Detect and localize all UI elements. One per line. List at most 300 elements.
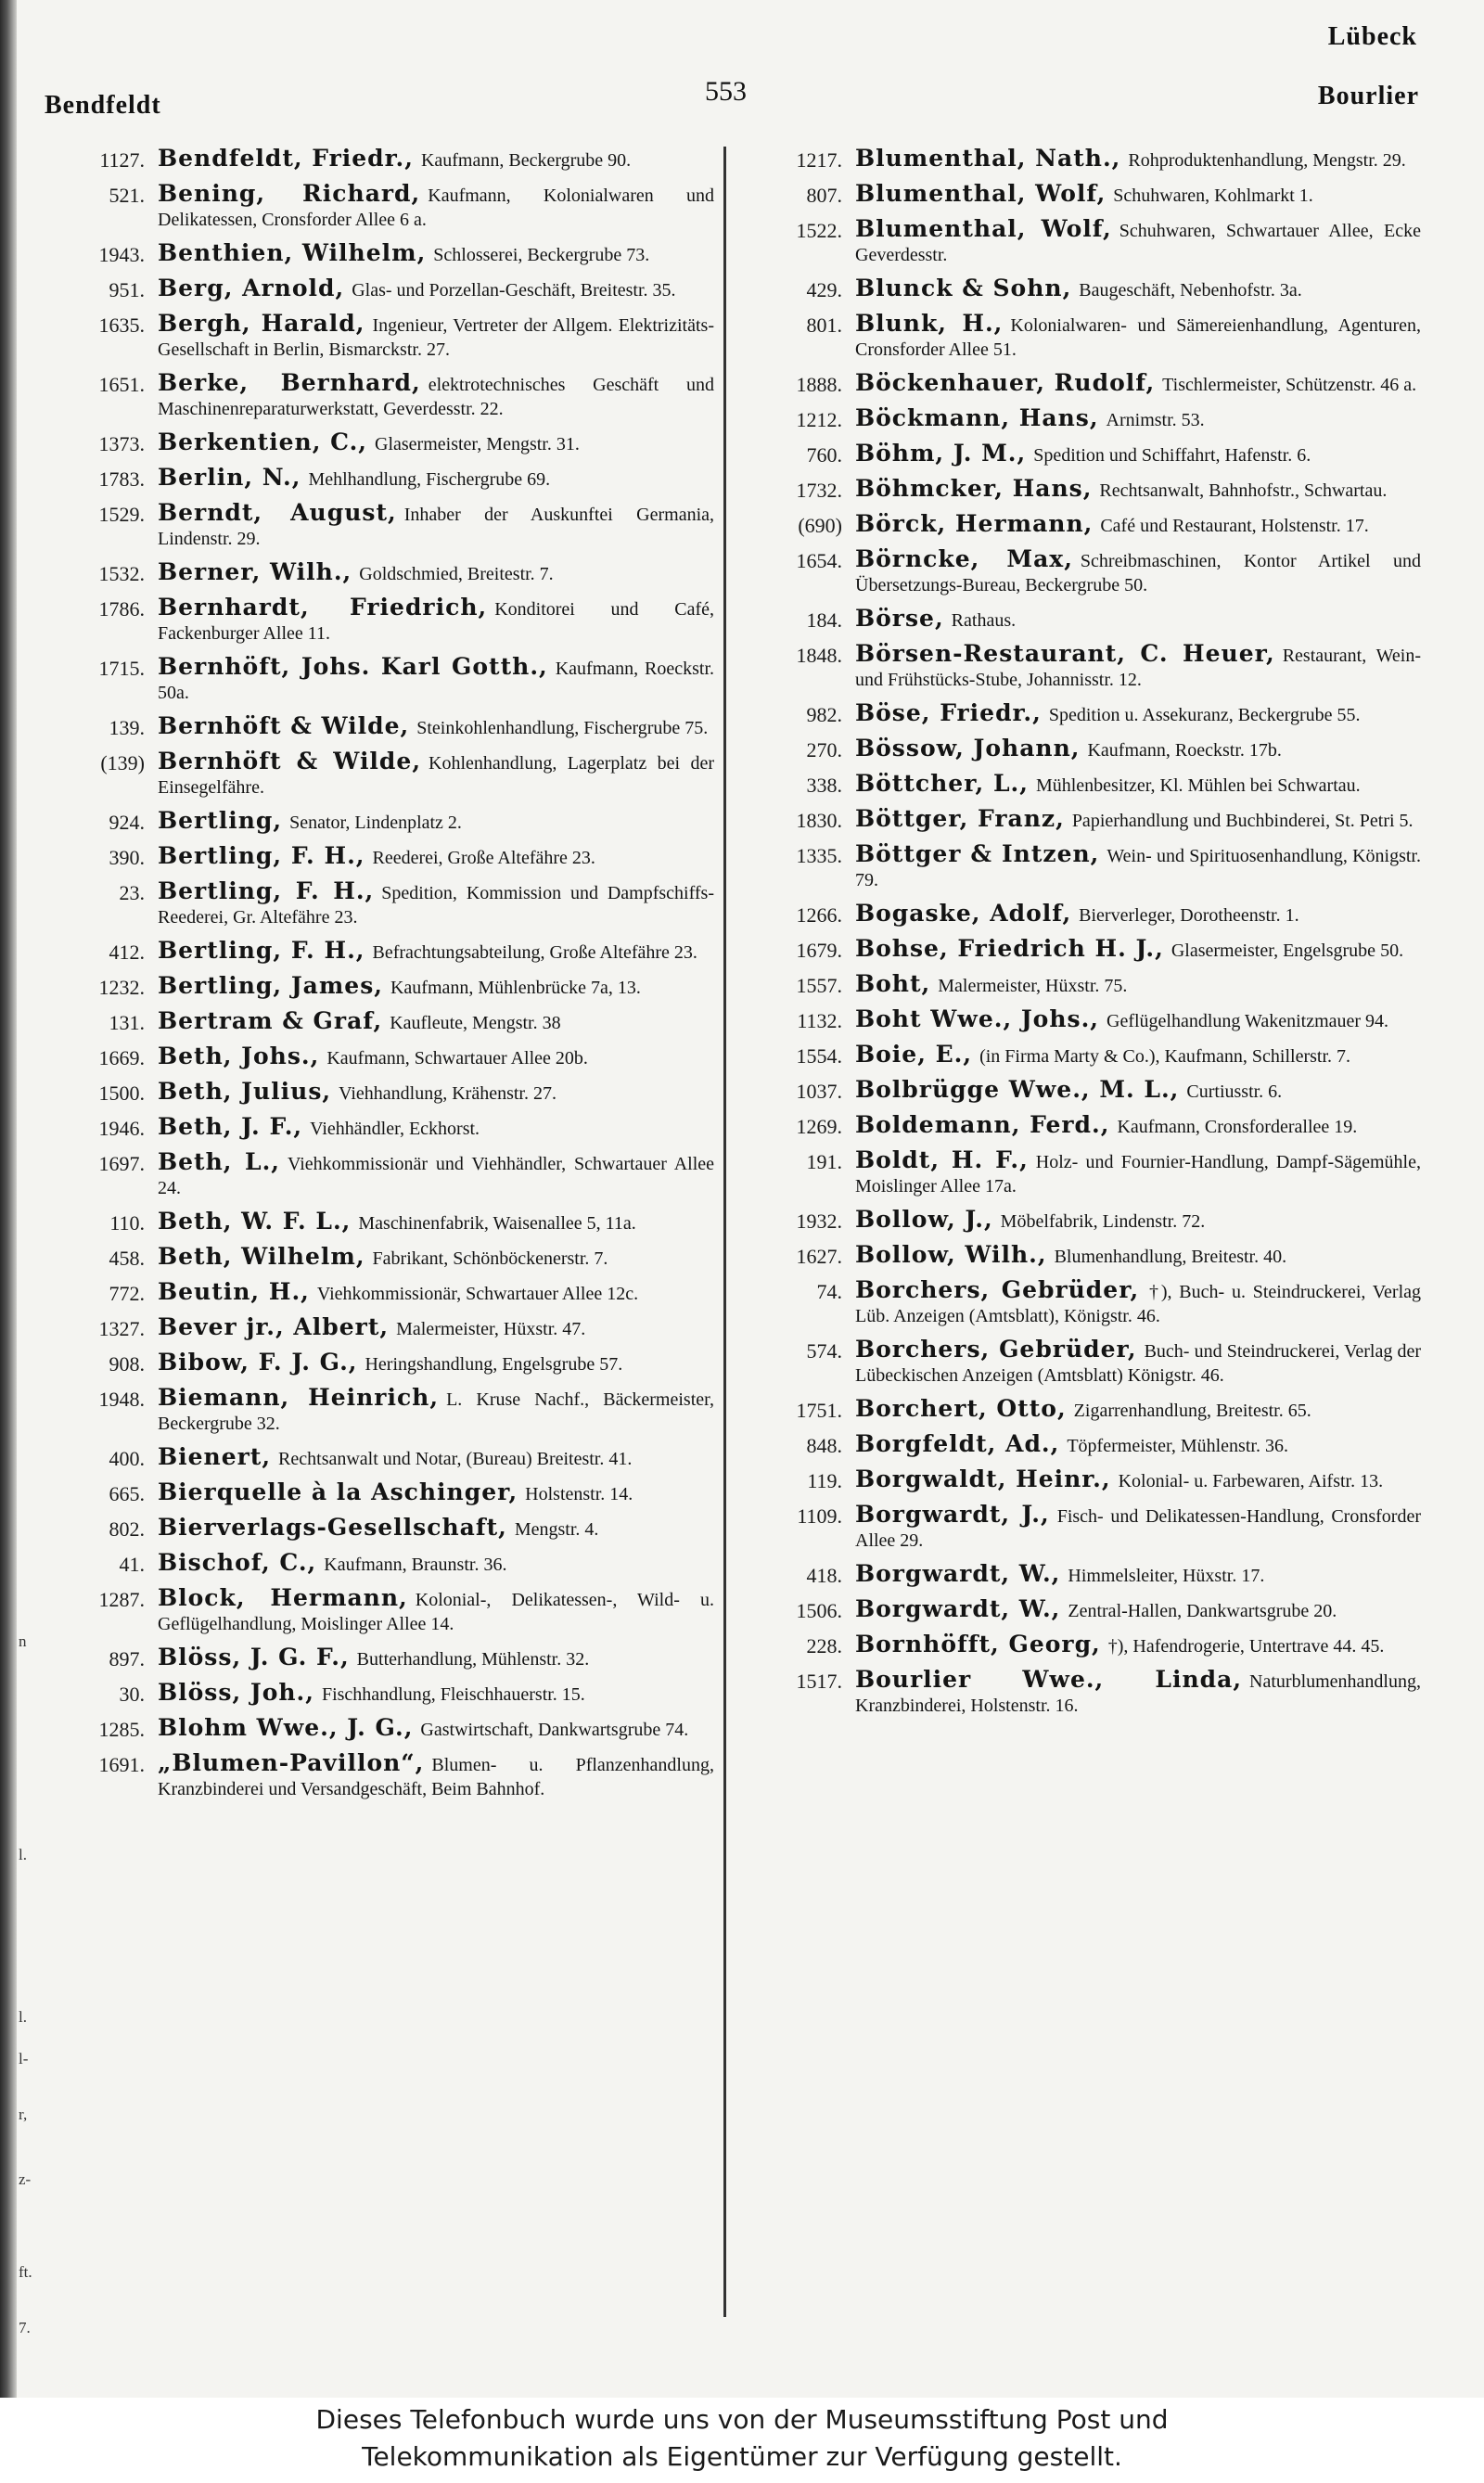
phone-number: 574. (806, 1339, 842, 1363)
subscriber-details: Baugeschäft, Nebenhofstr. 3a. (1079, 280, 1302, 301)
entry-text (855, 1208, 1421, 1234)
phone-number: 1715. (98, 657, 145, 680)
entry-text (855, 1562, 1421, 1588)
phone-number: 1948. (98, 1388, 145, 1411)
directory-entry (45, 1586, 714, 1636)
directory-entry (45, 809, 714, 835)
subscriber-name: Bertling, (158, 807, 283, 834)
subscriber-name: Bever jr., Albert, (158, 1313, 390, 1340)
subscriber-name: Berlin, N., (158, 464, 301, 491)
entry-text (158, 1716, 714, 1742)
subscriber-details: Spedition und Schiffahrt, Hafenstr. 6. (1033, 445, 1311, 466)
subscriber-name: Blunck & Sohn, (855, 275, 1072, 301)
directory-entry (742, 276, 1421, 302)
subscriber-name: Benthien, Wilhelm, (158, 239, 427, 266)
edge-fragment: ft. (19, 2263, 32, 2281)
directory-entry (45, 655, 714, 705)
phone-number: 1627. (796, 1245, 842, 1268)
entry-text (855, 512, 1421, 538)
subscriber-name: Bertling, F. H., (158, 877, 375, 904)
subscriber-name: Bollow, Wilh., (855, 1241, 1047, 1268)
subscriber-details: Zentral-Hallen, Dankwartsgrube 20. (1068, 1601, 1337, 1621)
subscriber-name: Borgwaldt, Heinr., (855, 1465, 1111, 1492)
entry-text (855, 276, 1421, 302)
subscriber-details: Wein- und Spirituosenhandlung, Königstr. 79. (855, 846, 1421, 890)
entry-text (158, 974, 714, 1000)
subscriber-details: Kohlenhandlung, Lagerplatz bei der Einsegelfähre. (158, 753, 714, 798)
entry-text (158, 312, 714, 362)
subscriber-details: Befrachtungsabteilung, Große Altefähre 23. (372, 942, 697, 963)
subscriber-details: Viehkommissionär und Viehhändler, Schwartauer Allee 24. (158, 1154, 714, 1198)
subscriber-details: Kaufmann, Cronsforderallee 19. (1117, 1117, 1358, 1137)
entry-text (855, 1597, 1421, 1623)
directory-entry (742, 736, 1421, 762)
ownership-notice-line1: Dieses Telefonbuch wurde uns von der Museumsstiftung Post und (315, 2404, 1169, 2435)
directory-entry (742, 1043, 1421, 1069)
subscriber-details: Möbelfabrik, Lindenstr. 72. (1000, 1211, 1206, 1232)
phone-number: (690) (798, 514, 842, 537)
entry-text (855, 1078, 1421, 1104)
entry-text (855, 1148, 1421, 1198)
directory-entry (45, 844, 714, 870)
phone-number: 1335. (796, 844, 842, 867)
entry-text (855, 1007, 1421, 1033)
entry-text (855, 1467, 1421, 1493)
phone-number: 1635. (98, 314, 145, 337)
edge-fragment: l. (19, 1846, 27, 1863)
phone-number: 1651. (98, 373, 145, 396)
entry-text (855, 902, 1421, 928)
subscriber-details: Steinkohlenhandlung, Fischergrube 75. (416, 718, 709, 738)
entry-text (158, 501, 714, 551)
subscriber-details: Naturblumenhandlung, Kranzbinderei, Holstenstr. 16. (855, 1671, 1421, 1716)
phone-number: 1786. (98, 597, 145, 621)
subscriber-details: L. Kruse Nachf., Bäckermeister, Beckergrube 32. (158, 1389, 714, 1434)
directory-entry (45, 1645, 714, 1671)
entry-text (158, 749, 714, 800)
directory-entry (742, 607, 1421, 633)
subscriber-details: Spedition u. Assekuranz, Beckergrube 55. (1048, 705, 1361, 725)
entry-text (855, 217, 1421, 267)
directory-entry (742, 772, 1421, 798)
subscriber-name: Börncke, Max, (855, 545, 1073, 572)
entry-text (855, 147, 1421, 173)
entry-text (158, 1150, 714, 1200)
phone-number: 1732. (796, 479, 842, 502)
phone-number: 1287. (98, 1588, 145, 1611)
subscriber-name: Bergh, Harald, (158, 310, 365, 337)
directory-entry (742, 1007, 1421, 1033)
phone-number: 1506. (796, 1599, 842, 1622)
subscriber-name: Borchers, Gebrüder, (855, 1276, 1140, 1303)
directory-entry (742, 1337, 1421, 1388)
subscriber-name: Börck, Hermann, (855, 510, 1094, 537)
directory-entry (45, 1245, 714, 1271)
subscriber-details: elektrotechnisches Geschäft und Maschinenreparaturwerkstatt, Geverdesstr. 22. (158, 375, 714, 419)
subscriber-name: Bornhöfft, Georg, (855, 1631, 1101, 1657)
entry-text (855, 807, 1421, 833)
subscriber-details: Kolonialwaren- und Sämereienhandlung, Agenturen, Cronsforder Allee 51. (855, 315, 1421, 360)
subscriber-details: Kolonial- u. Farbewaren, Aifstr. 13. (1118, 1471, 1384, 1491)
subscriber-name: Borgwardt, J., (855, 1501, 1050, 1528)
directory-entry (45, 466, 714, 492)
directory-entry (45, 1386, 714, 1436)
entry-text (855, 1337, 1421, 1388)
subscriber-details: Holstenstr. 14. (525, 1484, 633, 1504)
phone-number: (139) (100, 751, 145, 774)
phone-number: 338. (806, 774, 842, 797)
phone-number: 131. (109, 1011, 145, 1034)
subscriber-name: Blunk, H., (855, 310, 1004, 337)
entry-text (855, 607, 1421, 633)
directory-entry (45, 1210, 714, 1235)
column-divider (723, 147, 726, 2317)
subscriber-details: Spedition, Kommission und Dampfschiffs-Reederei, Gr. Altefähre 23. (158, 883, 714, 928)
subscriber-details: Kaufmann, Beckergrube 90. (420, 150, 632, 171)
directory-entry (742, 217, 1421, 267)
directory-entry (45, 749, 714, 800)
ownership-notice-line2: Telekommunikation als Eigentümer zur Verfügung gestellt. (362, 2441, 1122, 2472)
entry-text (158, 1551, 714, 1577)
entry-text (158, 1645, 714, 1671)
subscriber-name: Berke, Bernhard, (158, 369, 421, 396)
subscriber-details: Gastwirtschaft, Dankwartsgrube 74. (420, 1720, 689, 1740)
entry-text (158, 1044, 714, 1070)
subscriber-details: Viehkommissionär, Schwartauer Allee 12c. (316, 1284, 639, 1304)
directory-entry (742, 972, 1421, 998)
entry-text (855, 1278, 1421, 1328)
entry-text (158, 430, 714, 456)
entry-text (158, 1009, 714, 1035)
directory-entry (742, 312, 1421, 362)
subscriber-details: Rechtsanwalt, Bahnhofstr., Schwartau. (1099, 480, 1388, 501)
directory-entry (45, 1716, 714, 1742)
directory-entry (742, 147, 1421, 173)
phone-number: 951. (109, 278, 145, 301)
directory-column-left (45, 147, 714, 1811)
phone-number: 23. (119, 881, 145, 904)
subscriber-details: Kaufmann, Kolonialwaren und Delikatessen, Cronsforder Allee 6 a. (158, 186, 715, 230)
directory-entry (45, 1315, 714, 1341)
subscriber-name: Boht Wwe., Johs., (855, 1005, 1100, 1032)
phone-number: 30. (119, 1683, 145, 1706)
subscriber-details: Papierhandlung und Buchbinderei, St. Petri 5. (1071, 811, 1414, 831)
subscriber-details: Bierverleger, Dorotheenstr. 1. (1079, 905, 1299, 926)
entry-text (855, 442, 1421, 467)
subscriber-name: Börse, (855, 605, 944, 632)
directory-entry (45, 595, 714, 646)
entry-text (158, 1386, 714, 1436)
subscriber-details: Goldschmied, Breitestr. 7. (359, 564, 554, 584)
subscriber-name: Berg, Arnold, (158, 275, 345, 301)
phone-number: 1500. (98, 1082, 145, 1105)
entry-text (855, 842, 1421, 892)
directory-entry (742, 1503, 1421, 1553)
entry-text (158, 809, 714, 835)
directory-entry (45, 1681, 714, 1707)
entry-text (855, 371, 1421, 397)
directory-entry (45, 371, 714, 421)
phone-number: 1529. (98, 503, 145, 526)
directory-entry (742, 807, 1421, 833)
subscriber-details: Himmelsleiter, Hüxstr. 17. (1068, 1566, 1265, 1586)
entry-text (158, 714, 714, 740)
entry-text (158, 1080, 714, 1106)
entry-text (158, 1480, 714, 1506)
subscriber-details: Kaufmann, Schwartauer Allee 20b. (326, 1048, 588, 1069)
directory-entry (742, 1397, 1421, 1423)
subscriber-details: (in Firma Marty & Co.), Kaufmann, Schillerstr. 7. (979, 1046, 1351, 1067)
entry-text (855, 406, 1421, 432)
directory-entry (742, 442, 1421, 467)
subscriber-name: Borchert, Otto, (855, 1395, 1067, 1422)
subscriber-name: Bischof, C., (158, 1549, 317, 1576)
phone-number: 1557. (796, 974, 842, 997)
phone-number: 1679. (796, 939, 842, 962)
subscriber-name: Beth, Johs., (158, 1043, 320, 1069)
entry-text (158, 595, 714, 646)
phone-number: 1327. (98, 1317, 145, 1340)
subscriber-name: Bibow, F. J. G., (158, 1349, 358, 1376)
phone-number: 41. (119, 1553, 145, 1576)
subscriber-name: Böhm, J. M., (855, 440, 1027, 467)
subscriber-details: Rechtsanwalt und Notar, (Bureau) Breitestr. 41. (278, 1449, 633, 1469)
subscriber-details: Schlosserei, Beckergrube 73. (433, 245, 650, 265)
directory-entry (742, 1113, 1421, 1139)
directory-entry (742, 1562, 1421, 1588)
subscriber-name: Böhmcker, Hans, (855, 475, 1093, 502)
phone-number: 1373. (98, 432, 145, 455)
phone-number: 1212. (796, 408, 842, 431)
phone-number: 1532. (98, 562, 145, 585)
subscriber-name: „Blumen-Pavillon“, (158, 1749, 425, 1776)
subscriber-name: Berndt, August, (158, 499, 397, 526)
subscriber-details: Glasermeister, Mengstr. 31. (375, 434, 580, 454)
phone-number: 802. (109, 1517, 145, 1541)
subscriber-details: Kaufmann, Braunstr. 36. (324, 1555, 507, 1575)
entry-text (158, 1280, 714, 1306)
subscriber-name: Boht, (855, 970, 931, 997)
subscriber-name: Borgfeldt, Ad., (855, 1430, 1060, 1457)
phone-number: 982. (806, 703, 842, 726)
directory-entry (742, 1148, 1421, 1198)
subscriber-name: Bienert, (158, 1443, 272, 1470)
phone-number: 1285. (98, 1718, 145, 1741)
subscriber-name: Borchers, Gebrüder, (855, 1336, 1137, 1363)
entry-text (158, 371, 714, 421)
phone-number: 1132. (797, 1009, 842, 1032)
entry-text (158, 182, 714, 232)
entry-text (158, 147, 714, 173)
subscriber-details: Restaurant, Wein- und Frühstücks-Stube, Johannisstr. 12. (855, 646, 1421, 690)
entry-text (855, 477, 1421, 503)
phone-number: 848. (806, 1434, 842, 1457)
entry-text (855, 1243, 1421, 1269)
subscriber-name: Bohse, Friedrich H. J., (855, 935, 1164, 962)
directory-entry (742, 1278, 1421, 1328)
subscriber-details: Zigarrenhandlung, Breitestr. 65. (1073, 1401, 1311, 1421)
entry-text (855, 642, 1421, 692)
directory-entry (45, 312, 714, 362)
entry-text (158, 560, 714, 586)
phone-number: 801. (806, 314, 842, 337)
directory-entry (45, 1350, 714, 1376)
subscriber-name: Bertling, F. H., (158, 937, 365, 964)
directory-entry (742, 547, 1421, 597)
directory-entry (45, 939, 714, 965)
directory-entry (742, 701, 1421, 727)
subscriber-name: Boldemann, Ferd., (855, 1111, 1110, 1138)
subscriber-name: Böse, Friedr., (855, 699, 1042, 726)
subscriber-name: Böttger & Intzen, (855, 840, 1100, 867)
subscriber-details: Rathaus. (951, 610, 1017, 631)
entry-text (855, 547, 1421, 597)
subscriber-name: Beth, Julius, (158, 1078, 332, 1105)
phone-number: 74. (816, 1280, 842, 1303)
subscriber-name: Blumenthal, Wolf, (855, 215, 1112, 242)
subscriber-details: Reederei, Große Altefähre 23. (372, 848, 595, 868)
header-first-entry: Bendfeldt (45, 91, 161, 120)
directory-entry (45, 1280, 714, 1306)
subscriber-name: Beutin, H., (158, 1278, 310, 1305)
phone-number: 418. (806, 1564, 842, 1587)
subscriber-details: Maschinenfabrik, Waisenallee 5, 11a. (358, 1213, 636, 1234)
subscriber-details: Café und Restaurant, Holstenstr. 17. (1100, 516, 1369, 536)
directory-entry (45, 1445, 714, 1471)
subscriber-details: Fischhandlung, Fleischhauerstr. 15. (321, 1684, 585, 1705)
subscriber-details: Tischlermeister, Schützenstr. 46 a. (1162, 375, 1417, 395)
directory-entry (45, 974, 714, 1000)
header-city: Lübeck (1327, 22, 1417, 51)
entry-text (158, 1586, 714, 1636)
phone-number: 1266. (796, 903, 842, 927)
entry-text (158, 1681, 714, 1707)
phone-number: 228. (806, 1634, 842, 1657)
entry-text (158, 1445, 714, 1471)
subscriber-details: Senator, Lindenplatz 2. (289, 813, 462, 833)
directory-entry (45, 560, 714, 586)
phone-number: 1654. (796, 549, 842, 572)
subscriber-details: Viehhändler, Eckhorst. (310, 1119, 480, 1139)
page-number: 553 (705, 76, 747, 107)
subscriber-name: Bertling, F. H., (158, 842, 365, 869)
subscriber-name: Blöss, Joh., (158, 1679, 314, 1706)
subscriber-details: Arnimstr. 53. (1106, 410, 1205, 430)
subscriber-details: †), Buch- u. Steindruckerei, Verlag Lüb. Anzeigen (Amtsblatt), Königstr. 46. (855, 1282, 1422, 1326)
edge-fragment: z- (19, 2170, 32, 2188)
entry-text (158, 939, 714, 965)
phone-number: 191. (806, 1150, 842, 1173)
phone-number: 1522. (796, 219, 842, 242)
phone-number: 1269. (796, 1115, 842, 1138)
entry-text (158, 1315, 714, 1341)
subscriber-details: Fabrikant, Schönböckenerstr. 7. (372, 1248, 608, 1269)
directory-entry (742, 937, 1421, 963)
directory-entry (742, 1668, 1421, 1718)
phone-number: 1691. (98, 1753, 145, 1776)
entry-text (158, 1210, 714, 1235)
directory-entry (742, 371, 1421, 397)
subscriber-name: Blumenthal, Nath., (855, 145, 1121, 172)
phone-number: 1217. (796, 148, 842, 172)
subscriber-name: Borgwardt, W., (855, 1595, 1061, 1622)
subscriber-name: Bollow, J., (855, 1206, 993, 1233)
subscriber-name: Berkentien, C., (158, 429, 368, 455)
subscriber-details: Kolonial-, Delikatessen-, Wild- u. Geflügelhandlung, Moislinger Allee 14. (158, 1590, 714, 1634)
directory-entry (45, 501, 714, 551)
entry-text (855, 1432, 1421, 1458)
phone-number: 429. (806, 278, 842, 301)
phone-number: 1127. (99, 148, 145, 172)
entry-text (855, 736, 1421, 762)
entry-text (158, 1245, 714, 1271)
directory-entry (45, 1551, 714, 1577)
subscriber-details: Mehlhandlung, Fischergrube 69. (308, 469, 551, 490)
phone-number: 1669. (98, 1046, 145, 1069)
entry-text (158, 466, 714, 492)
entry-text (158, 879, 714, 929)
phone-number: 665. (109, 1482, 145, 1505)
directory-entry (45, 1115, 714, 1141)
subscriber-details: Rohproduktenhandlung, Mengstr. 29. (1128, 150, 1406, 171)
phone-number: 110. (109, 1211, 145, 1235)
directory-entry (742, 1243, 1421, 1269)
directory-entry (742, 477, 1421, 503)
subscriber-details: Malermeister, Hüxstr. 47. (396, 1319, 586, 1339)
entry-text (855, 1043, 1421, 1069)
phone-number: 1783. (98, 467, 145, 491)
directory-entry (742, 1078, 1421, 1104)
subscriber-details: Malermeister, Hüxstr. 75. (938, 976, 1128, 996)
entry-text (158, 1516, 714, 1542)
phone-number: 772. (109, 1282, 145, 1305)
entry-text (855, 772, 1421, 798)
edge-fragment: l- (19, 2050, 29, 2067)
entry-text (855, 1632, 1421, 1658)
subscriber-name: Bendfeldt, Friedr., (158, 145, 414, 172)
phone-number: 760. (806, 443, 842, 467)
subscriber-details: Schuhwaren, Schwartauer Allee, Ecke Geverdesstr. (855, 221, 1421, 265)
subscriber-name: Bening, Richard, (158, 180, 421, 207)
subscriber-name: Bernhöft & Wilde, (158, 712, 410, 739)
phone-number: 1109. (797, 1504, 842, 1528)
subscriber-name: Borgwardt, W., (855, 1560, 1061, 1587)
directory-entry (45, 879, 714, 929)
subscriber-name: Blohm Wwe., J. G., (158, 1714, 414, 1741)
subscriber-details: Fisch- und Delikatessen-Handlung, Cronsforder Allee 29. (855, 1506, 1421, 1551)
directory-entry (742, 406, 1421, 432)
phone-number: 390. (109, 846, 145, 869)
phone-number: 270. (806, 738, 842, 762)
subscriber-name: Beth, L., (158, 1148, 280, 1175)
phone-number: 400. (109, 1447, 145, 1470)
phone-number: 807. (806, 184, 842, 207)
directory-entry (742, 182, 1421, 208)
phone-number: 924. (109, 811, 145, 834)
entry-text (855, 937, 1421, 963)
entry-text (855, 182, 1421, 208)
subscriber-name: Biemann, Heinrich, (158, 1384, 440, 1411)
entry-text (855, 1113, 1421, 1139)
subscriber-details: Konditorei und Café, Fackenburger Allee 11. (158, 599, 714, 644)
directory-entry (742, 1632, 1421, 1658)
directory-entry (45, 1080, 714, 1106)
phone-number: 1943. (98, 243, 145, 266)
subscriber-details: Butterhandlung, Mühlenstr. 32. (356, 1649, 590, 1670)
phone-number: 1232. (98, 976, 145, 999)
directory-entry (742, 1208, 1421, 1234)
entry-text (158, 844, 714, 870)
